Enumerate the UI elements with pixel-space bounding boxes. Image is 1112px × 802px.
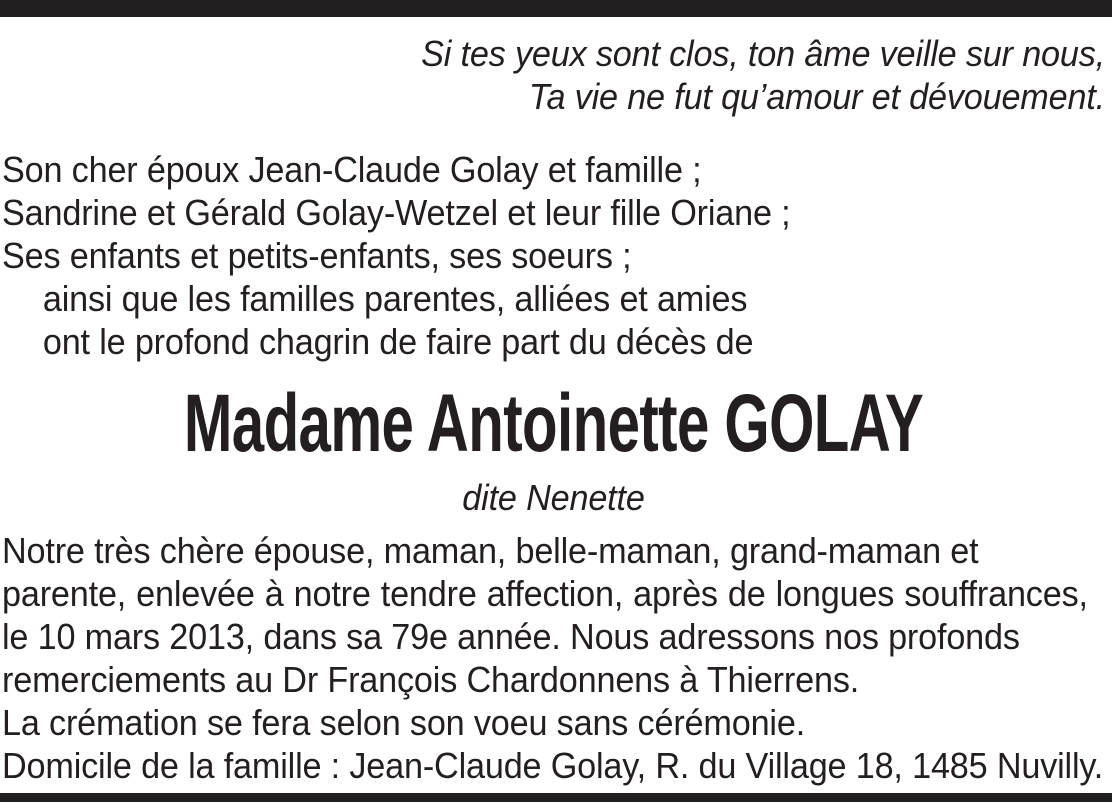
- family-line-4: ainsi que les familles parentes, alliées et amies: [42, 278, 748, 319]
- notice-subtitle: dite Nenette: [462, 477, 645, 518]
- family-line-3: Ses enfants et petits-enfants, ses soeurs ;: [2, 235, 632, 276]
- epigraph-line-2: Ta vie ne fut qu’amour et dévouement.: [528, 76, 1105, 117]
- notice-title: Madame Antoinette GOLAY: [183, 378, 924, 469]
- notice-content: [0, 32, 1112, 787]
- body-line-6: Domicile de la famille : Jean-Claude Golay, R. du Village 18, 1485 Nuvilly.: [2, 745, 1104, 786]
- family-block: [2, 148, 1105, 363]
- top-rule: [0, 0, 1112, 17]
- body-line-3: le 10 mars 2013, dans sa 79e année. Nous adressons nos profonds: [2, 616, 1020, 657]
- body-line-1: Notre très chère épouse, maman, belle-maman, grand-maman et: [2, 530, 979, 571]
- family-line-2: Sandrine et Gérald Golay-Wetzel et leur fille Oriane ;: [2, 192, 791, 233]
- body-line-2: parente, enlevée à notre tendre affection, après de longues souffrances,: [2, 573, 1088, 614]
- epigraph-line-1: Si tes yeux sont clos, ton âme veille sur nous,: [421, 33, 1106, 74]
- bottom-rule: [0, 793, 1112, 802]
- subtitle-block: [2, 476, 1105, 519]
- family-line-5: ont le profond chagrin de faire part du décès de: [42, 321, 754, 362]
- title-block: [2, 379, 1105, 469]
- epigraph: [2, 32, 1105, 118]
- body-line-5: La crémation se fera selon son voeu sans cérémonie.: [2, 702, 806, 743]
- body-line-4: remerciements au Dr François Chardonnens à Thierrens.: [2, 659, 860, 700]
- body-block: [2, 529, 1105, 787]
- family-line-1: Son cher époux Jean-Claude Golay et famille ;: [2, 149, 702, 190]
